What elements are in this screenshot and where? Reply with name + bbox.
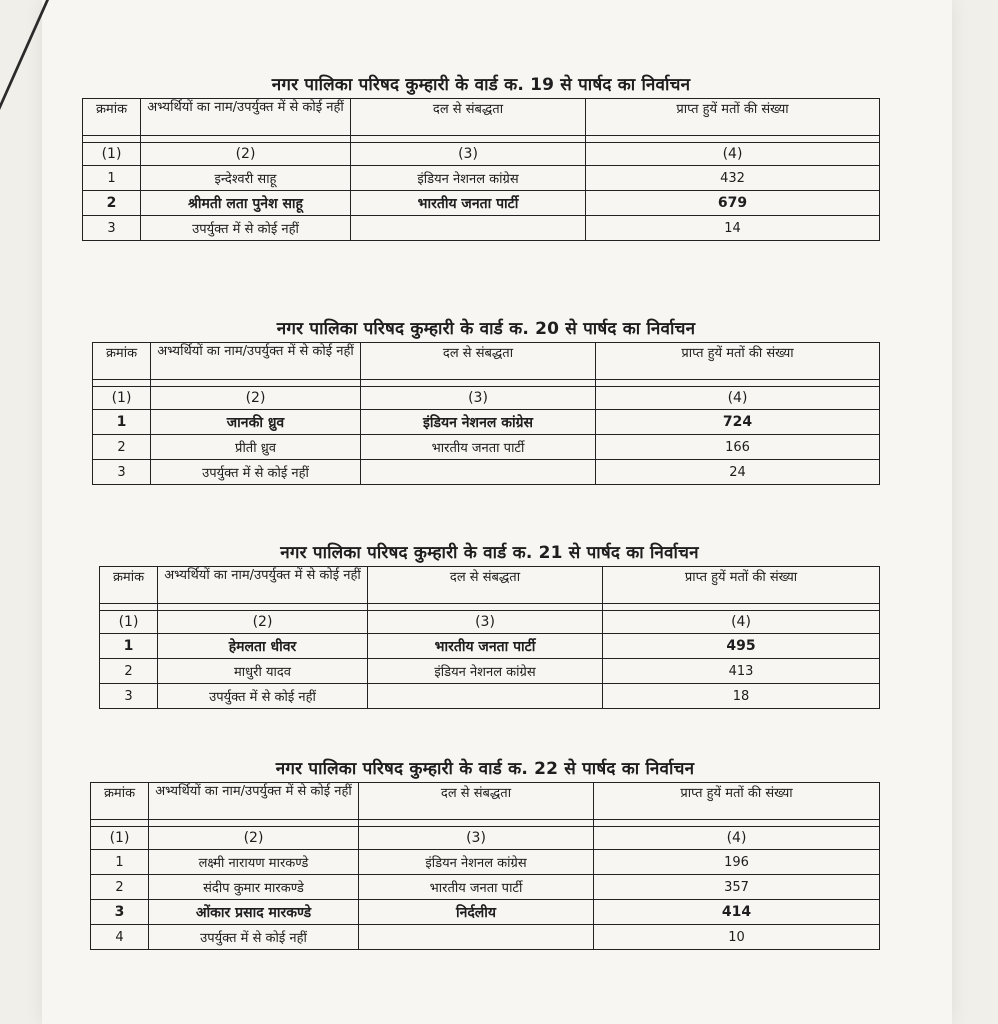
party-cell: भारतीय जनता पार्टी [359,875,594,900]
table-row [83,216,880,241]
votes-cell: 18 [603,684,880,709]
index-row [83,143,880,166]
votes-cell: 10 [594,925,880,950]
candidate-cell: ओंकार प्रसाद मारकण्डे [149,900,359,925]
table-row [93,460,880,485]
section-title: नगर पालिका परिषद कुम्हारी के वार्ड क. 22 से पार्षद का निर्वाचन [275,759,695,779]
table-row [91,875,880,900]
header-party: दल से संबद्धता [361,343,596,380]
votes-cell: 679 [586,191,880,216]
party-cell: निर्दलीय [359,900,594,925]
candidate-cell: उपर्युक्त में से कोई नहीं [158,684,368,709]
header-votes: प्राप्त हुयें मतों की संख्या [603,567,880,604]
index-cell: (4) [596,387,880,410]
header-serial: क्रमांक [91,783,149,820]
votes-cell: 495 [603,634,880,659]
header-row [100,567,880,604]
header-candidate: अभ्यर्थियों का नाम/उपर्युक्त में से कोई नहीं [149,783,359,820]
index-cell: (3) [359,827,594,850]
table-row [93,435,880,460]
party-cell: इंडियन नेशनल कांग्रेस [368,659,603,684]
header-row [93,343,880,380]
serial-cell: 4 [91,925,149,950]
index-cell: (1) [100,611,158,634]
header-votes: प्राप्त हुयें मतों की संख्या [594,783,880,820]
votes-cell: 414 [594,900,880,925]
party-cell: भारतीय जनता पार्टी [361,435,596,460]
index-row [93,387,880,410]
table-row [100,659,880,684]
candidate-cell: उपर्युक्त में से कोई नहीं [149,925,359,950]
party-cell [361,460,596,485]
serial-cell: 1 [100,634,158,659]
party-cell: भारतीय जनता पार्टी [351,191,586,216]
ward-section [99,540,880,709]
index-row [100,611,880,634]
header-serial: क्रमांक [83,99,141,136]
party-cell: इंडियन नेशनल कांग्रेस [361,410,596,435]
header-row [83,99,880,136]
candidate-cell: हेमलता धीवर [158,634,368,659]
table-row [91,925,880,950]
header-party: दल से संबद्धता [351,99,586,136]
results-table [92,342,880,485]
table-row [100,684,880,709]
header-serial: क्रमांक [93,343,151,380]
results-table [90,782,880,950]
votes-cell: 24 [596,460,880,485]
index-cell: (4) [603,611,880,634]
serial-cell: 3 [83,216,141,241]
ward-section [92,316,880,485]
index-cell: (2) [141,143,351,166]
header-party: दल से संबद्धता [368,567,603,604]
index-cell: (4) [586,143,880,166]
candidate-cell: संदीप कुमार मारकण्डे [149,875,359,900]
candidate-cell: जानकी ध्रुव [151,410,361,435]
candidate-cell: प्रीती ध्रुव [151,435,361,460]
candidate-cell: लक्ष्मी नारायण मारकण्डे [149,850,359,875]
votes-cell: 166 [596,435,880,460]
header-row [91,783,880,820]
party-cell [359,925,594,950]
votes-cell: 432 [586,166,880,191]
index-cell: (2) [158,611,368,634]
candidate-cell: उपर्युक्त में से कोई नहीं [151,460,361,485]
serial-cell: 2 [93,435,151,460]
header-votes: प्राप्त हुयें मतों की संख्या [586,99,880,136]
results-table [99,566,880,709]
votes-cell: 14 [586,216,880,241]
header-party: दल से संबद्धता [359,783,594,820]
spacer-row [93,380,880,387]
index-cell: (1) [83,143,141,166]
index-cell: (3) [351,143,586,166]
results-table [82,98,880,241]
index-cell: (2) [149,827,359,850]
header-votes: प्राप्त हुयें मतों की संख्या [596,343,880,380]
votes-cell: 357 [594,875,880,900]
table-row [83,166,880,191]
votes-cell: 413 [603,659,880,684]
header-candidate: अभ्यर्थियों का नाम/उपर्युक्त में से कोई नहीं [158,567,368,604]
index-row [91,827,880,850]
serial-cell: 1 [93,410,151,435]
party-cell: इंडियन नेशनल कांग्रेस [351,166,586,191]
party-cell: भारतीय जनता पार्टी [368,634,603,659]
serial-cell: 2 [91,875,149,900]
party-cell [368,684,603,709]
section-title: नगर पालिका परिषद कुम्हारी के वार्ड क. 20 से पार्षद का निर्वाचन [276,319,696,339]
index-cell: (3) [361,387,596,410]
ward-section [90,756,880,950]
index-cell: (1) [93,387,151,410]
header-serial: क्रमांक [100,567,158,604]
spacer-row [91,820,880,827]
header-candidate: अभ्यर्थियों का नाम/उपर्युक्त में से कोई नहीं [151,343,361,380]
index-cell: (1) [91,827,149,850]
serial-cell: 1 [91,850,149,875]
header-candidate: अभ्यर्थियों का नाम/उपर्युक्त में से कोई नहीं [141,99,351,136]
section-title: नगर पालिका परिषद कुम्हारी के वार्ड क. 19 से पार्षद का निर्वाचन [271,75,691,95]
spacer-row [100,604,880,611]
serial-cell: 3 [100,684,158,709]
candidate-cell: श्रीमती लता पुनेश साहू [141,191,351,216]
serial-cell: 2 [100,659,158,684]
candidate-cell: इन्देश्वरी साहू [141,166,351,191]
section-title: नगर पालिका परिषद कुम्हारी के वार्ड क. 21 से पार्षद का निर्वाचन [280,543,699,563]
table-row [100,634,880,659]
ward-section [82,72,880,241]
spacer-row [83,136,880,143]
index-cell: (3) [368,611,603,634]
serial-cell: 2 [83,191,141,216]
index-cell: (4) [594,827,880,850]
votes-cell: 196 [594,850,880,875]
serial-cell: 3 [93,460,151,485]
table-row [83,191,880,216]
party-cell [351,216,586,241]
party-cell: इंडियन नेशनल कांग्रेस [359,850,594,875]
votes-cell: 724 [596,410,880,435]
table-row [91,900,880,925]
candidate-cell: उपर्युक्त में से कोई नहीं [141,216,351,241]
serial-cell: 1 [83,166,141,191]
candidate-cell: माधुरी यादव [158,659,368,684]
table-row [93,410,880,435]
table-row [91,850,880,875]
index-cell: (2) [151,387,361,410]
serial-cell: 3 [91,900,149,925]
